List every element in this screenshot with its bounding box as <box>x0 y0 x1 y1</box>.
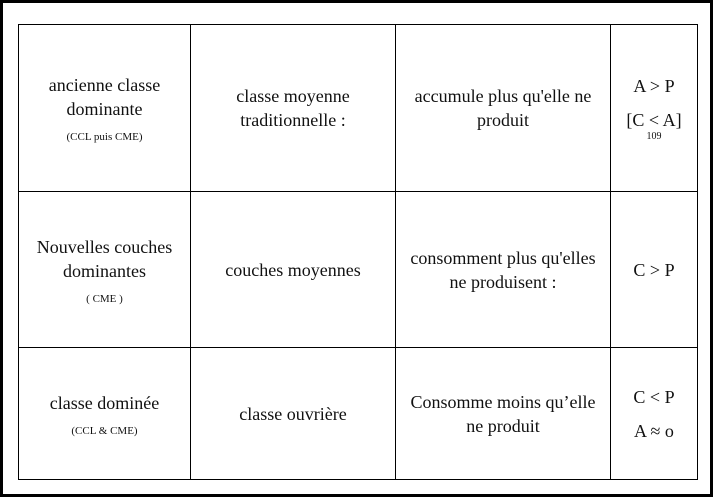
behavior-cell <box>396 192 611 348</box>
behavior-label: Consomme moins qu’elle ne produit <box>410 391 596 436</box>
class-table <box>18 24 698 480</box>
group-cell <box>19 25 191 192</box>
behavior-label: accumule plus qu'elle ne produit <box>414 86 592 130</box>
formula: C < P <box>633 386 675 407</box>
group-cell <box>19 192 191 348</box>
behavior-cell <box>396 25 611 192</box>
formula: A ≈ o <box>634 420 674 441</box>
class-cell <box>191 192 396 348</box>
class-cell <box>191 348 396 480</box>
formula-cell <box>611 25 698 192</box>
behavior-cell <box>396 348 611 480</box>
class-label: classe ouvrière <box>239 403 347 424</box>
class-label: classe moyenne traditionnelle : <box>236 86 350 130</box>
class-cell <box>191 25 396 192</box>
group-cell <box>19 348 191 480</box>
group-note: ( CME ) <box>86 292 123 305</box>
group-note: (CCL & CME) <box>71 424 138 437</box>
table-row <box>19 348 698 480</box>
group-label: ancienne classe dominante <box>48 75 161 119</box>
group-label: classe dominée <box>49 392 160 413</box>
class-label: couches moyennes <box>225 259 361 280</box>
formula: C > P <box>633 259 675 280</box>
formula: [C < A] <box>626 110 682 130</box>
formula-cell <box>611 192 698 348</box>
footnote-marker: 109 <box>646 131 662 142</box>
group-label: Nouvelles couches dominantes <box>36 236 173 281</box>
formula-cell <box>611 348 698 480</box>
table-row <box>19 25 698 192</box>
formula: A > P <box>633 76 675 96</box>
table-row <box>19 192 698 348</box>
behavior-label: consomment plus qu'elles ne produisent : <box>410 247 596 292</box>
group-note: (CCL puis CME) <box>66 131 143 143</box>
